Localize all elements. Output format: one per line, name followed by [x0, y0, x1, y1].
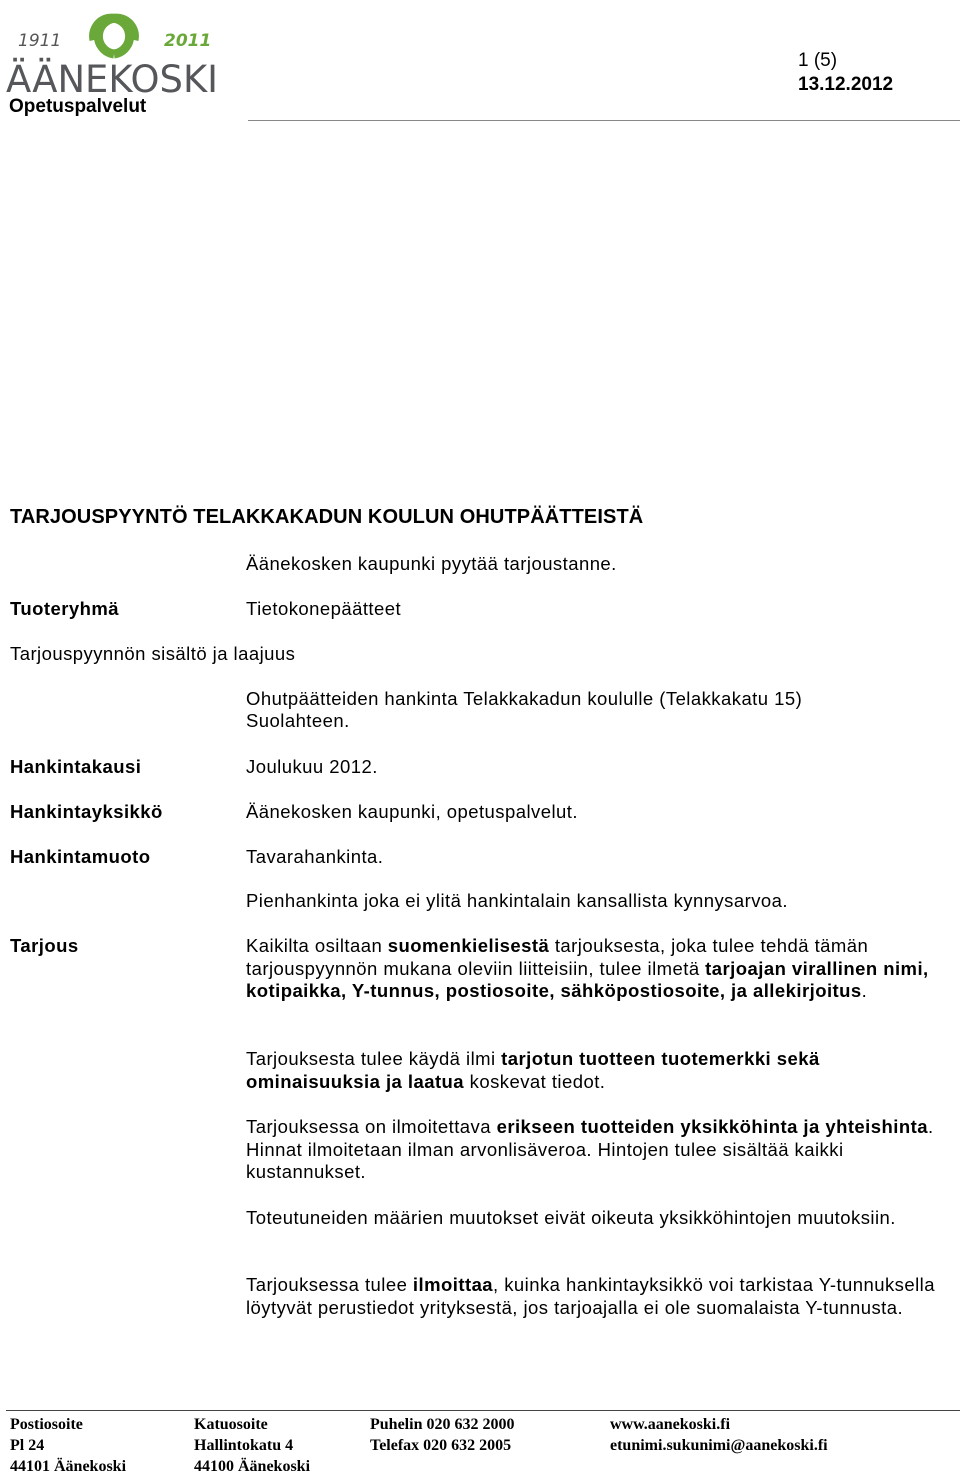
offer-p5-b: ilmoittaa [412, 1274, 494, 1295]
footer-phone-number: Puhelin 020 632 2000 [370, 1416, 515, 1433]
page-number: 1 (5) [798, 50, 838, 71]
footer-street [194, 1414, 310, 1477]
offer-p1-c: tarjouksesta, joka tulee tehdä tämän tarjouspyynnön mukana oleviin liitteisiin, tulee ilmetä [246, 935, 869, 979]
procurement-form-label: Hankintamuoto [10, 846, 151, 867]
offer-paragraph-4: Toteutuneiden määrien muutokset eivät oikeuta yksikköhintojen muutoksiin. [246, 1207, 896, 1228]
footer-fax-number: Telefax 020 632 2005 [370, 1437, 512, 1454]
offer-p1-e: . [861, 980, 868, 1001]
offer-p1-d: tarjoajan virallinen nimi, kotipaikka, Y-tunnus, postiosoite, sähköpostiosoite, ja allekirjoitus [246, 957, 929, 1001]
offer-label: Tarjous [10, 935, 79, 956]
header-divider [248, 120, 960, 121]
procurement-form-note: Pienhankinta joka ei ylitä hankintalain kansallista kynnysarvoa. [246, 890, 788, 911]
logo-wordmark: ÄÄNEKOSKI [6, 58, 218, 96]
product-group-value: Tietokonepäätteet [246, 598, 402, 619]
footer-street-address: Hallintokatu 4 [194, 1437, 294, 1454]
offer-paragraph-2 [246, 1048, 958, 1093]
document-title: TARJOUSPYYNTÖ TELAKKAKADUN KOULUN OHUTPÄÄTTEISTÄ [10, 506, 644, 528]
procurement-period-label: Hankintakausi [10, 756, 142, 777]
offer-p5-a: Tarjouksessa tulee [246, 1274, 413, 1295]
product-group-label: Tuoteryhmä [10, 598, 120, 619]
offer-p2-a: Tarjouksesta tulee käydä ilmi [246, 1048, 502, 1069]
logo-year-end: 2011 [164, 31, 212, 51]
footer-postal-heading: Postiosoite [10, 1416, 83, 1433]
aanekoski-logo [6, 2, 221, 96]
offer-paragraph-3 [246, 1116, 958, 1184]
footer-street-city: 44100 Äänekoski [194, 1458, 311, 1475]
offer-p1-a: Kaikilta osiltaan [246, 935, 388, 956]
department-name: Opetuspalvelut [9, 96, 147, 117]
logo-year-start: 1911 [18, 31, 62, 51]
offer-p2-b: tarjotun tuotteen tuotemerkki sekä ominaisuuksia ja laatua [246, 1048, 820, 1092]
document-date: 13.12.2012 [798, 74, 894, 95]
offer-paragraph-5 [246, 1274, 958, 1319]
intro-text: Äänekosken kaupunki pyytää tarjoustanne. [246, 553, 617, 574]
footer-web [610, 1414, 828, 1456]
footer-website-link[interactable]: www.aanekoski.fi [610, 1416, 731, 1433]
footer-postal-box: Pl 24 [10, 1437, 45, 1454]
offer-p3-c: . Hinnat ilmoitetaan ilman arvonlisäveroa. Hintojen tulee sisältää kaikki kustannukset. [246, 1116, 934, 1182]
offer-p2-c: koskevat tiedot. [464, 1070, 606, 1092]
offer-p3-b: erikseen tuotteiden yksikköhinta ja yhteishinta [496, 1116, 928, 1137]
offer-paragraph-1 [246, 935, 958, 1003]
footer-divider [6, 1410, 960, 1411]
offer-p5-c: , kuinka hankintayksikkö voi tarkistaa Y-tunnuksella löytyvät perustiedot yrityksestä, jos tarjoajalla ei ole suomalaista Y-tunnusta. [246, 1274, 935, 1318]
offer-p3-a: Tarjouksessa on ilmoitettava [246, 1116, 497, 1137]
procurement-unit-value: Äänekosken kaupunki, opetuspalvelut. [246, 801, 578, 822]
procurement-form-value: Tavarahankinta. [246, 846, 384, 867]
logo-graphic [6, 2, 221, 96]
footer-postal [10, 1414, 126, 1477]
content-text-line-2: Suolahteen. [246, 710, 350, 731]
footer-email-pattern[interactable]: etunimi.sukunimi@aanekoski.fi [610, 1437, 828, 1454]
content-text-line-1: Ohutpäätteiden hankinta Telakkakadun koululle (Telakkakatu 15) [246, 688, 803, 709]
footer-postal-city: 44101 Äänekoski [10, 1458, 127, 1475]
procurement-unit-label: Hankintayksikkö [10, 801, 163, 822]
footer-phone [370, 1414, 514, 1456]
content-heading: Tarjouspyynnön sisältö ja laajuus [10, 643, 296, 664]
footer-street-heading: Katuosoite [194, 1416, 268, 1433]
procurement-period-value: Joulukuu 2012. [246, 756, 378, 777]
offer-p1-b: suomenkielisestä [387, 935, 550, 956]
